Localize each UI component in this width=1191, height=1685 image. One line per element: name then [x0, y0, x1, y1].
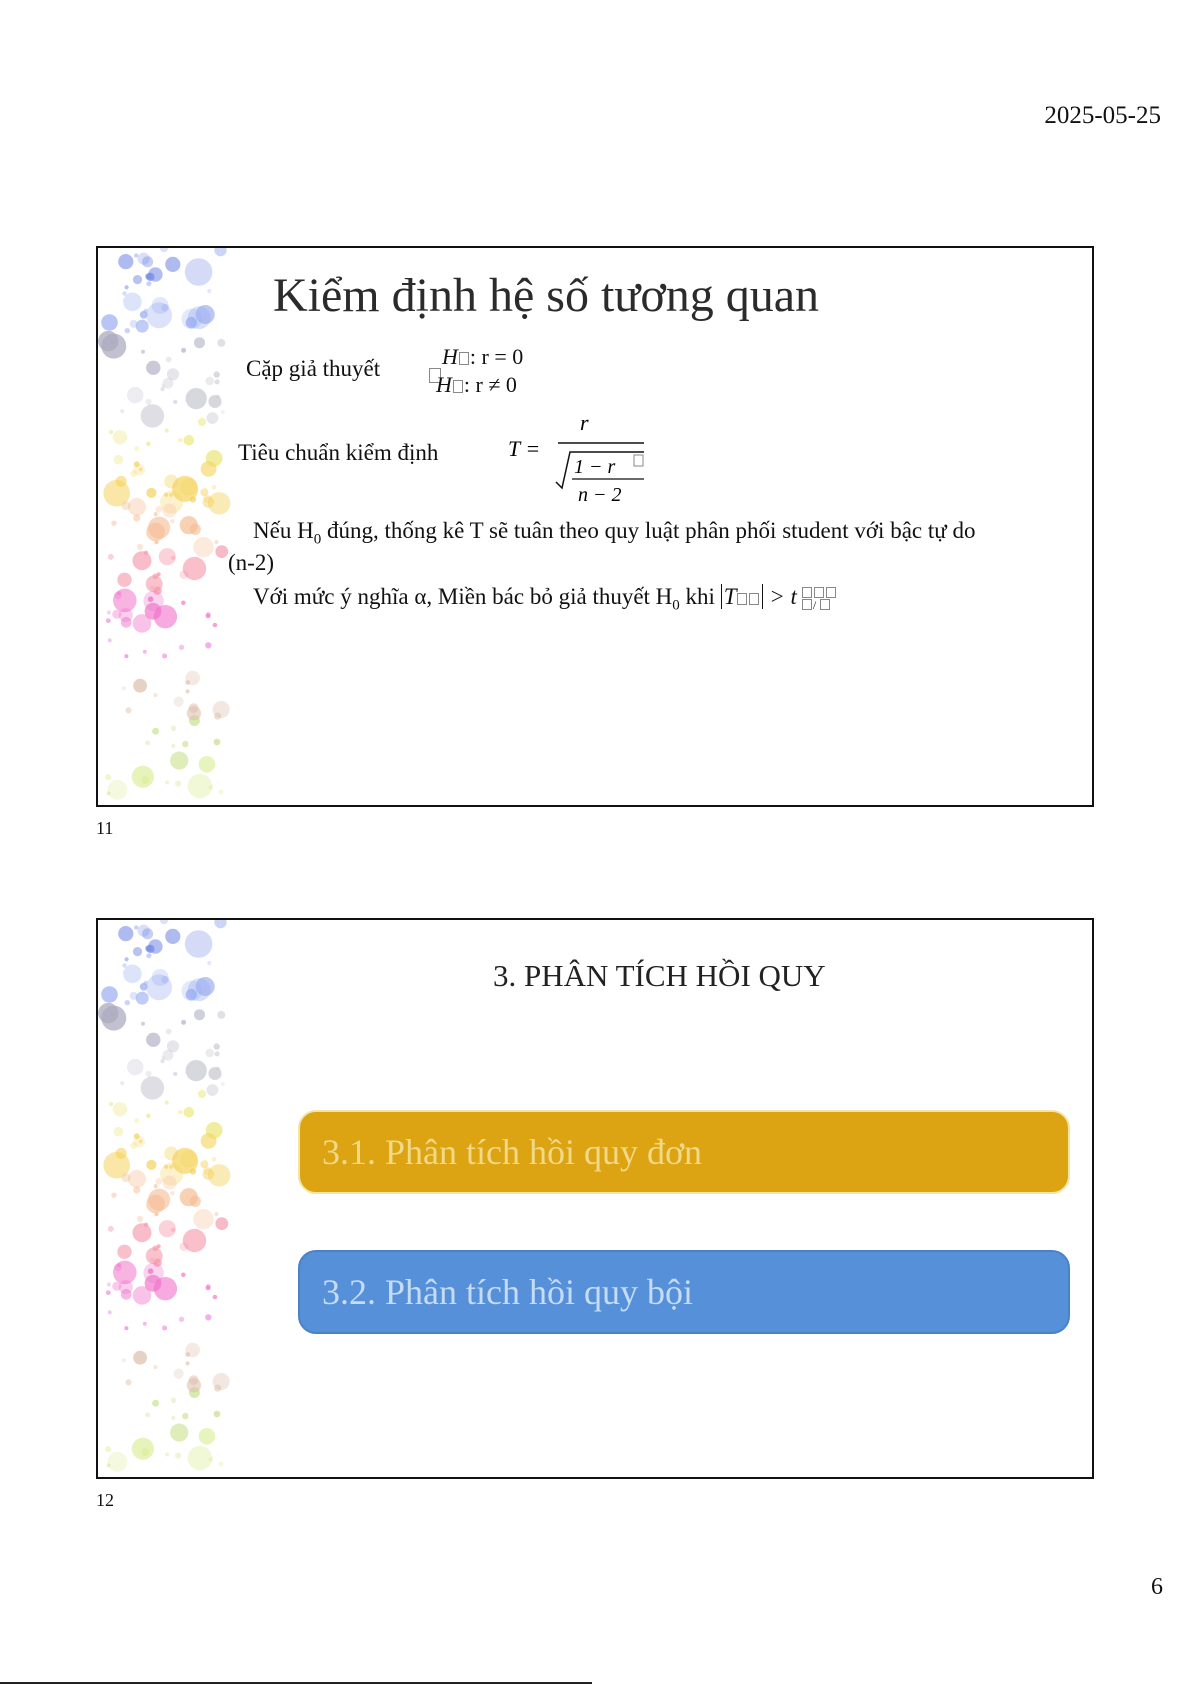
slide-title: Kiểm định hệ số tương quan: [273, 269, 819, 322]
bubble-decoration: [98, 920, 248, 1477]
page-number: 6: [1151, 1574, 1163, 1600]
slide-title: 3. PHÂN TÍCH HỒI QUY: [493, 958, 826, 993]
hypothesis-h0: H : r = 0: [442, 344, 524, 369]
formula-lhs: T =: [508, 436, 541, 461]
menu-item-multiple-regression[interactable]: 3.2. Phân tích hồi quy bội: [298, 1250, 1070, 1334]
formula-inner-denominator: n − 2: [578, 484, 622, 506]
hypothesis-h1: H : r ≠ 0: [436, 372, 517, 397]
slide-number: 12: [96, 1490, 114, 1510]
test-label: Tiêu chuẩn kiểm định: [238, 440, 439, 465]
menu-item-simple-regression[interactable]: 3.1. Phân tích hồi quy đơn: [298, 1110, 1070, 1194]
slide-12: [96, 918, 1094, 1479]
hypothesis-label: Cặp giả thuyết: [246, 356, 381, 381]
footnote-rule: [0, 1682, 592, 1684]
test-statistic-formula: [508, 408, 648, 508]
bubble-decoration: [98, 248, 248, 805]
slide-number: 11: [96, 818, 114, 838]
paragraph-distribution-cont: (n-2): [228, 550, 274, 575]
paragraph-distribution: Nếu $H_0$ đúng, thống kê T sẽ tuân theo quy luật phân phối student với bậc tự do: [253, 518, 976, 548]
paragraph-rejection: Với mức ý nghĩa α, Miền bác bỏ giả thuyết $H_0$ khi T > t /: [253, 584, 837, 615]
formula-inner-numerator: 1 − r: [574, 456, 616, 478]
formula-numerator: r: [580, 410, 589, 435]
header-date: 2025-05-25: [1044, 102, 1161, 129]
slide-11: [96, 246, 1094, 807]
